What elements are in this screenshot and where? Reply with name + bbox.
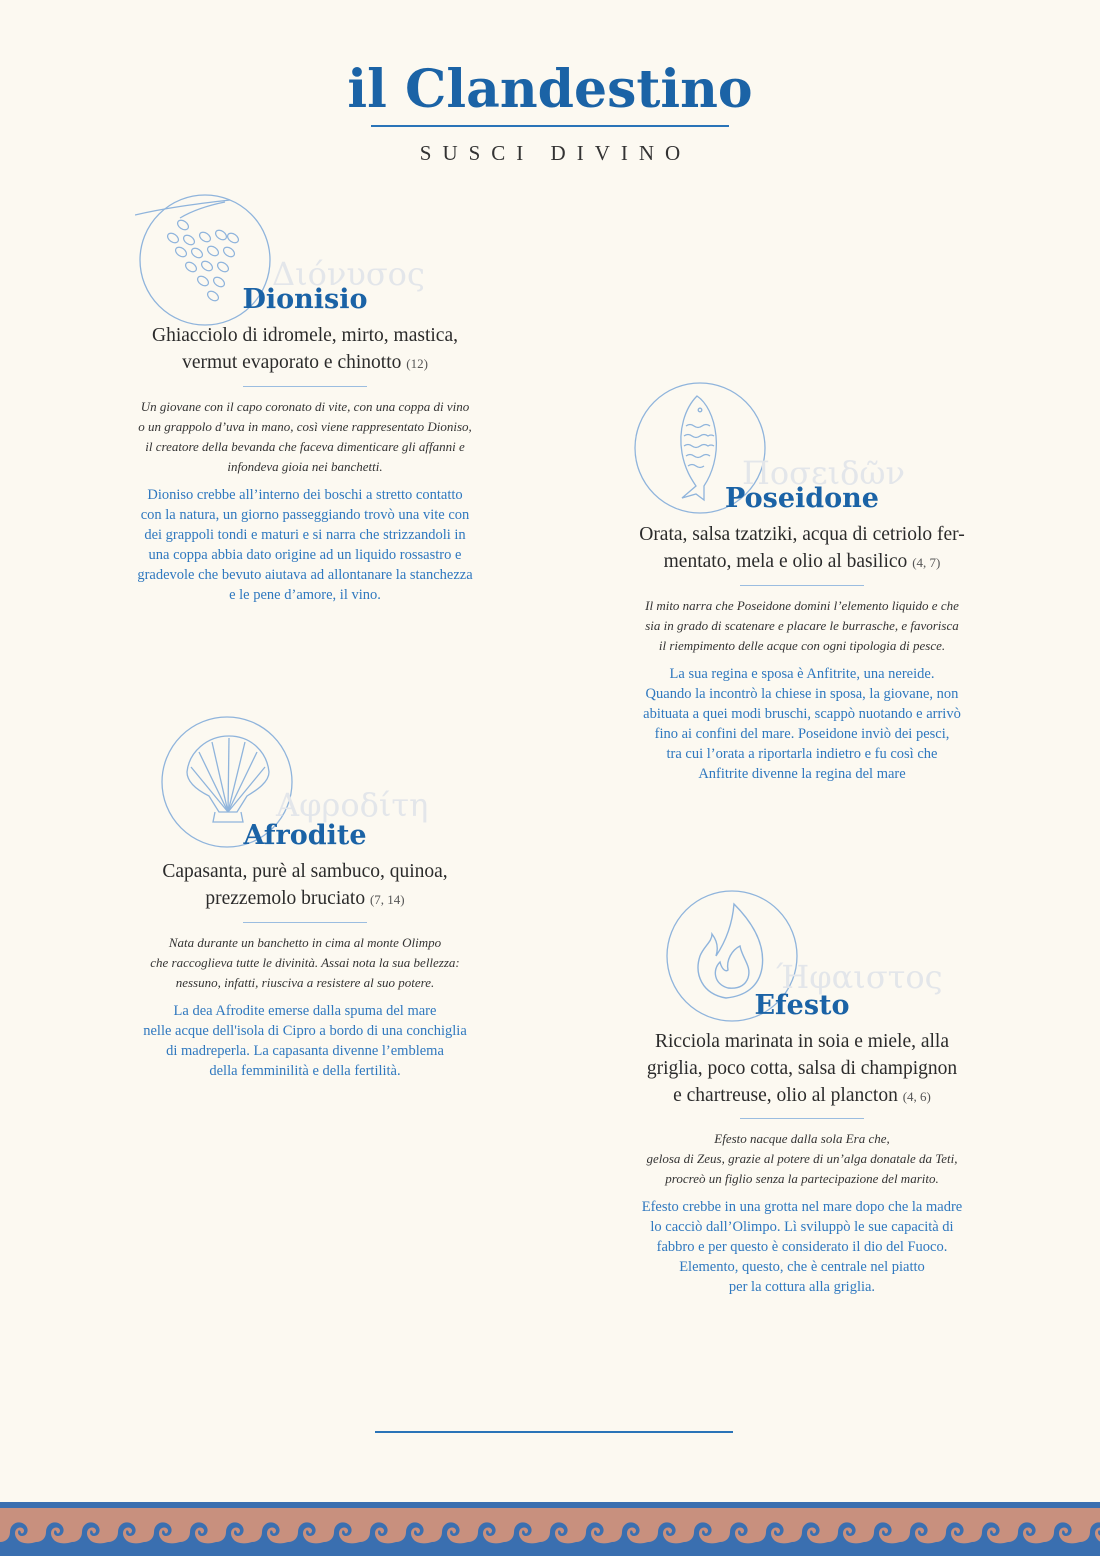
story-line: della femminilità e della fertilità. — [209, 1063, 401, 1079]
dish-ingredients — [602, 521, 1002, 576]
dish-divider — [740, 585, 864, 586]
story-line: Anfitrite divenne la regina del mare — [698, 766, 906, 782]
story-line: lo cacciò dall’Olimpo. Lì sviluppò le sue capacità di — [650, 1219, 954, 1235]
dish-story — [602, 664, 1002, 784]
menu-header — [0, 55, 1100, 166]
ingredients-line: Ghiacciolo di idromele, mirto, mastica, — [152, 325, 458, 346]
allergen-codes: (4, 6) — [902, 1089, 931, 1104]
greek-name: Ποσειδῶν — [742, 454, 905, 492]
menu-subtitle: SUSCI DIVINO — [419, 141, 692, 165]
ingredients-line: prezzemolo bruciato — [205, 888, 366, 909]
header-divider — [371, 125, 729, 127]
allergen-codes: (12) — [406, 356, 428, 371]
dish-name: Poseidone — [725, 483, 879, 514]
dish-name: Efesto — [754, 990, 850, 1021]
story-line: con la natura, un giorno passeggiando trovò una vite con — [140, 507, 470, 523]
dish-myth — [105, 397, 505, 477]
myth-line: o un grappolo d’uva in mano, così viene rappresentato Dioniso, — [138, 419, 472, 434]
greek-wave-border — [0, 1502, 1100, 1556]
dish-ingredients — [105, 858, 505, 913]
myth-line: il creatore della bevanda che faceva dimenticare gli affanni e — [145, 439, 465, 454]
myth-line: Efesto nacque dalla sola Era che, — [714, 1131, 890, 1146]
footer-divider — [375, 1431, 733, 1433]
dish-name: Dionisio — [242, 284, 368, 315]
story-line: Quando la incontrò la chiese in sposa, la giovane, non — [645, 686, 959, 702]
dish-divider — [243, 386, 367, 387]
dish-name: Afrodite — [243, 820, 367, 851]
myth-line: che raccoglieva tutte le divinità. Assai nota la sua bellezza: — [150, 955, 460, 970]
story-line: una coppa abbia dato origine ad un liquido rossastro e — [148, 547, 462, 563]
story-line: abituata a quei modi bruschi, scappò nuotando e arrivò — [643, 706, 961, 722]
myth-line: infondeva gioia nei banchetti. — [227, 459, 383, 474]
myth-line: nessuno, infatti, riusciva a resistere al suo potere. — [175, 975, 435, 990]
story-line: Dioniso crebbe all’interno dei boschi a stretto contatto — [147, 487, 463, 503]
dish-divider — [243, 922, 367, 923]
dish-ingredients — [602, 1028, 1002, 1110]
ingredients-line: Ricciola marinata in soia e miele, alla — [654, 1031, 949, 1052]
myth-line: il riempimento delle acque con ogni tipologia di pesce. — [658, 638, 946, 653]
greek-name: Αφροδίτη — [276, 786, 429, 824]
story-line: dei grappoli tondi e maturi e si narra che strizzandoli in — [144, 527, 466, 543]
dish-divider — [740, 1118, 864, 1119]
ingredients-line: e chartreuse, olio al plancton — [673, 1085, 898, 1106]
myth-line: gelosa di Zeus, grazie al potere di un’alga donatale da Teti, — [646, 1151, 958, 1166]
greek-name: Ήφαιστος — [776, 958, 943, 996]
dish-myth — [602, 1129, 1002, 1189]
myth-line: Nata durante un banchetto in cima al monte Olimpo — [168, 935, 442, 950]
story-line: nelle acque dell'isola di Cipro a bordo di una conchiglia — [143, 1023, 467, 1039]
dish-myth — [105, 933, 505, 993]
allergen-codes: (4, 7) — [912, 555, 941, 570]
story-line: La sua regina e sposa è Anfitrite, una nereide. — [669, 666, 935, 682]
story-line: e le pene d’amore, il vino. — [229, 587, 381, 603]
ingredients-line: griglia, poco cotta, salsa di champignon — [646, 1058, 958, 1079]
story-line: per la cottura alla griglia. — [728, 1279, 876, 1295]
dish-story — [602, 1197, 1002, 1297]
myth-line: Il mito narra che Poseidone domini l’elemento liquido e che — [645, 598, 959, 613]
story-line: Efesto crebbe in una grotta nel mare dopo che la madre — [641, 1199, 963, 1215]
story-line: tra cui l’orata a riportarla indietro e fu così che — [666, 746, 938, 762]
story-line: Elemento, questo, che è centrale nel piatto — [679, 1259, 925, 1275]
story-line: fabbro e per questo è considerato il dio del Fuoco. — [656, 1239, 948, 1255]
ingredients-line: mentato, mela e olio al basilico — [663, 551, 908, 572]
story-line: di madreperla. La capasanta divenne l’emblema — [166, 1043, 444, 1059]
myth-line: Un giovane con il capo coronato di vite, con una coppa di vino — [140, 399, 470, 414]
story-line: La dea Afrodite emerse dalla spuma del mare — [173, 1003, 437, 1019]
myth-line: procreò un figlio senza la partecipazione del marito. — [665, 1171, 939, 1186]
myth-line: sia in grado di scatenare e placare le burrasche, e favorisca — [645, 618, 959, 633]
restaurant-name: il Clandestino — [347, 59, 753, 120]
dish-story — [105, 1001, 505, 1081]
ingredients-line: vermut evaporato e chinotto — [182, 352, 402, 373]
story-line: gradevole che bevuto aiutava ad allontanare la stanchezza — [137, 567, 473, 583]
dish-story — [105, 485, 505, 605]
greek-name: Διόνυσος — [272, 255, 425, 293]
dish-ingredients — [105, 322, 505, 377]
dish-myth — [602, 596, 1002, 656]
ingredients-line: Orata, salsa tzatziki, acqua di cetriolo fer- — [639, 524, 965, 545]
ingredients-line: Capasanta, purè al sambuco, quinoa, — [162, 861, 448, 882]
story-line: fino ai confini del mare. Poseidone inviò dei pesci, — [654, 726, 950, 742]
allergen-codes: (7, 14) — [369, 892, 405, 907]
